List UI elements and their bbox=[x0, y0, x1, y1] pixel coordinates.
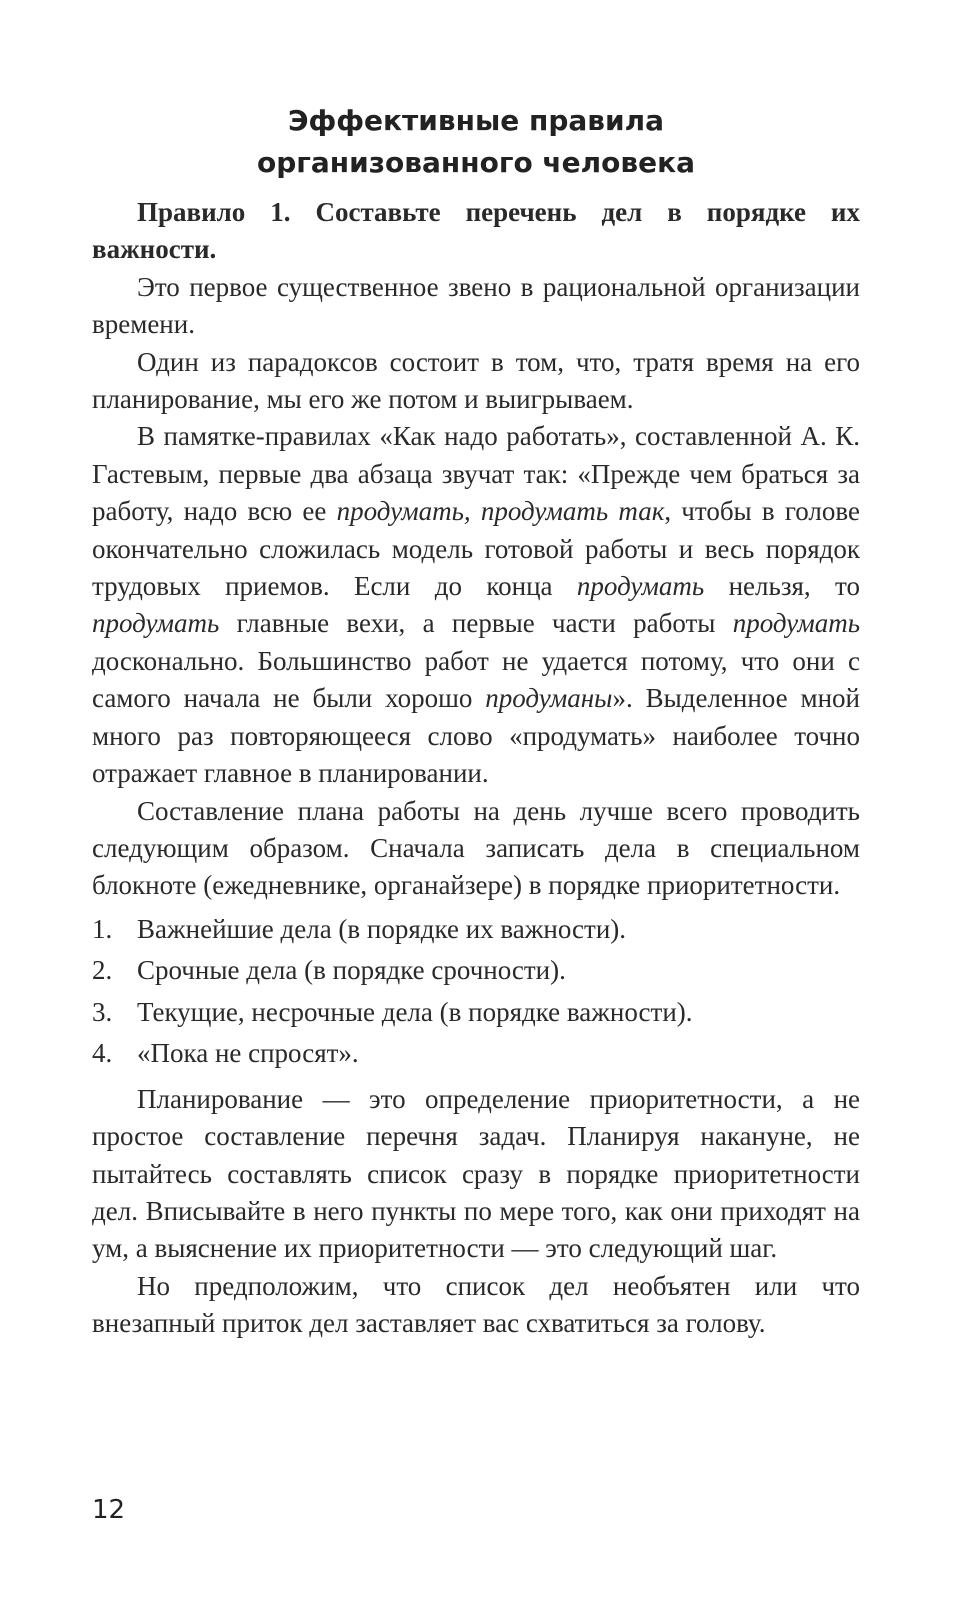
paragraph-3-text-1: В памятке-правилах «Как надо работать», составленной А. К. Гастевым, первые два абзаца звучат так: «Прежде чем браться за работу, надо всю ее bbox=[92, 421, 860, 527]
paragraph-6: Но предположим, что список дел необъятен или что внезапный приток дел заставляет вас схватиться за голову. bbox=[92, 1270, 860, 1339]
list-item-text: Текущие, несрочные дела (в порядке важности). bbox=[137, 996, 693, 1027]
paragraph-3-emphasis-4: продумать bbox=[732, 608, 860, 639]
list-item bbox=[92, 1033, 860, 1075]
list-item-number: 1. bbox=[92, 913, 113, 944]
paragraph-1: Это первое существенное звено в рациональной организации времени. bbox=[92, 271, 860, 340]
paragraph-2: Один из парадоксов состоит в том, что, тратя время на его планирование, мы его же потом и выигрываем. bbox=[92, 346, 860, 415]
list-item-number: 3. bbox=[92, 996, 113, 1027]
paragraph-3-text-2: , чтобы в голове окончательно сложилась модель готовой работы и весь порядок трудовых приемов. Если до конца bbox=[92, 496, 860, 602]
paragraph-3-text-3: нельзя, то bbox=[704, 571, 860, 602]
page-title bbox=[92, 100, 860, 184]
paragraph-3-text-5: досконально. Большинство работ не удается потому, что они с самого начала не были хорошо bbox=[92, 645, 860, 714]
list-item-number: 4. bbox=[92, 1038, 113, 1069]
list-item-text: Срочные дела (в порядке срочности). bbox=[137, 955, 566, 986]
book-page bbox=[92, 100, 860, 1343]
page-number: 12 bbox=[92, 1495, 126, 1525]
paragraph-3 bbox=[92, 418, 860, 792]
list-item-text: «Пока не спросят». bbox=[137, 1038, 359, 1069]
paragraph-3-emphasis-2: продумать bbox=[576, 571, 705, 602]
paragraph-3-emphasis-3: продумать bbox=[92, 608, 220, 639]
list-item bbox=[92, 909, 860, 951]
title-line-1: Эффективные правила bbox=[287, 104, 665, 137]
paragraph-3-emphasis-1: продумать, продумать так bbox=[336, 496, 665, 527]
list-item-text: Важнейшие дела (в порядке их важности). bbox=[137, 913, 627, 944]
list-item bbox=[92, 950, 860, 992]
paragraph-3-emphasis-5: продуманы bbox=[485, 683, 613, 714]
priority-list bbox=[92, 909, 860, 1075]
body-text bbox=[92, 194, 860, 1343]
paragraph-4: Составление плана работы на день лучше всего проводить следующим образом. Сначала записать дела в специальном блокноте (ежедневнике, органайзере) в порядке приоритетности. bbox=[92, 795, 860, 901]
paragraph-3-text-6: ». Выделенное мной много раз повторяющееся слово «продумать» наиболее точно отражает главное в планировании. bbox=[92, 683, 860, 789]
paragraph-3-text-4: главные вехи, а первые части работы bbox=[219, 608, 733, 639]
paragraph-5: Планирование — это определение приоритетности, а не простое составление перечня задач. Планируя накануне, не пытайтесь составлять список сразу в порядке приоритетности дел. Вписывайте в него пункты по мере того, как они приходят на ум, а выяснение их приоритетности — это следующий шаг. bbox=[92, 1083, 860, 1264]
list-item-number: 2. bbox=[92, 955, 113, 986]
list-item bbox=[92, 992, 860, 1034]
title-line-2: организованного человека bbox=[257, 146, 695, 179]
rule-heading: Правило 1. Составьте перечень дел в порядке их важности. bbox=[92, 197, 860, 265]
